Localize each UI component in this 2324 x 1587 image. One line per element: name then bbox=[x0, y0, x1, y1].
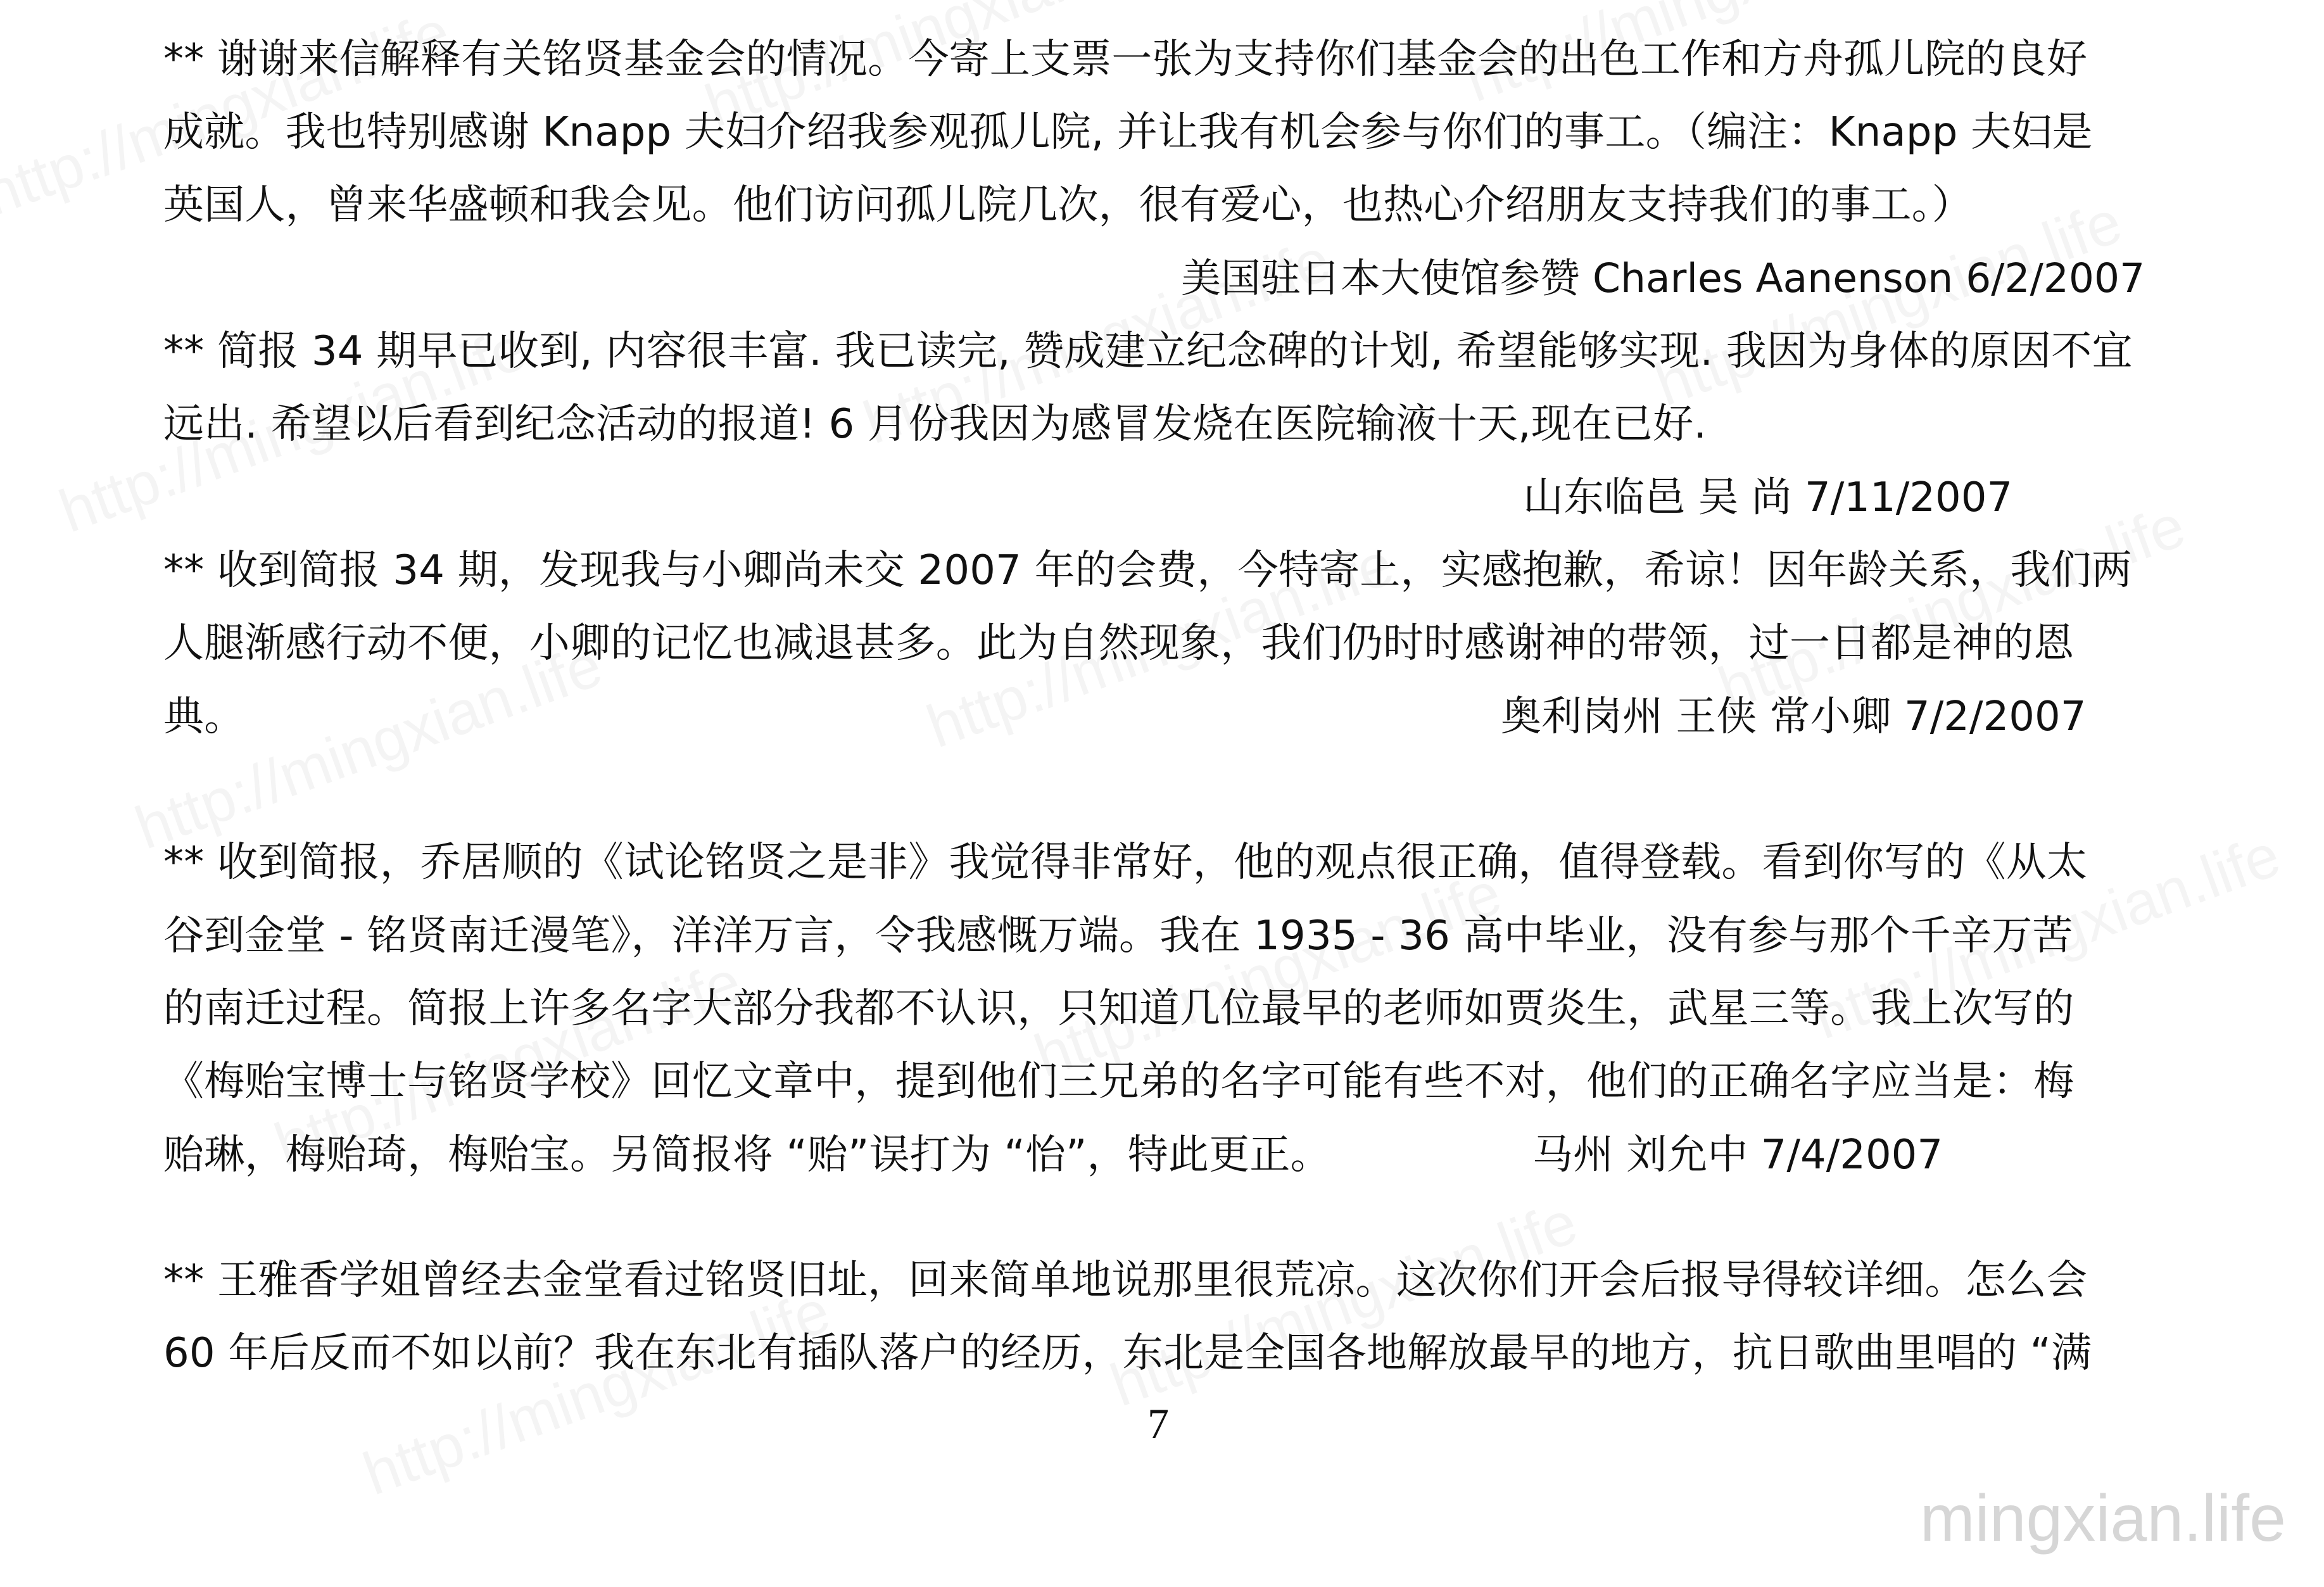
letter-4-line-4: 《梅贻宝博士与铭贤学校》回忆文章中，提到他们三兄弟的名字可能有些不对，他们的正确名字应当是：梅 bbox=[163, 1058, 2075, 1105]
letter-4-line-5: 贻琳，梅贻琦，梅贻宝。另简报将 “贻”误打为 “怡”，特此更正。 bbox=[163, 1132, 1331, 1179]
letter-2-line-2: 远出. 希望以后看到纪念活动的报道! 6 月份我因为感冒发烧在医院输液十天,现在已好. bbox=[163, 401, 1707, 448]
letter-2-line-1: ** 简报 34 期早已收到, 内容很丰富. 我已读完, 赞成建立纪念碑的计划, 希望能够实现. 我因为身体的原因不宜 bbox=[163, 328, 2133, 375]
letter-4-line-2: 谷到金堂 - 铭贤南迁漫笔》，洋洋万言，令我感慨万端。我在 1935 - 36 高中毕业，没有参与那个千辛万苦 bbox=[163, 913, 2073, 959]
letter-3-line-1: ** 收到简报 34 期，发现我与小卿尚未交 2007 年的会费，今特寄上，实感抱歉，希谅！因年龄关系，我们两 bbox=[163, 547, 2133, 594]
letter-3-line-3: 典。 bbox=[163, 693, 245, 740]
letter-1-line-1: ** 谢谢来信解释有关铭贤基金会的情况。今寄上支票一张为支持你们基金会的出色工作和方舟孤儿院的良好 bbox=[163, 36, 2088, 83]
letter-4-line-3: 的南迁过程。简报上许多名字大部分我都不认识，只知道几位最早的老师如贾炎生，武星三等。我上次写的 bbox=[163, 985, 2075, 1032]
watermark-text bbox=[355, 1276, 839, 1509]
letter-2-signature: 山东临邑 吴 尚 7/11/2007 bbox=[1523, 474, 2013, 521]
letter-4-signature: 马州 刘允中 7/4/2007 bbox=[1532, 1132, 1943, 1179]
letter-3-signature: 奥利岗州 王侠 常小卿 7/2/2007 bbox=[1501, 693, 2087, 740]
letter-5-line-2: 60 年后反而不如以前？我在东北有插队落户的经历，东北是全国各地解放最早的地方，抗日歌曲里唱的 “满 bbox=[163, 1330, 2092, 1377]
watermark-corner: mingxian.life bbox=[1919, 1482, 2286, 1555]
letter-4-line-1: ** 收到简报，乔居顺的《试论铭贤之是非》我觉得非常好，他的观点很正确，值得登载。看到你写的《从太 bbox=[163, 839, 2088, 886]
letter-5-line-1: ** 王雅香学姐曾经去金堂看过铭贤旧址，回来简单地说那里很荒凉。这次你们开会后报导得较详细。怎么会 bbox=[163, 1257, 2088, 1304]
letter-1-signature: 美国驻日本大使馆参赞 Charles Aanenson 6/2/2007 bbox=[1181, 255, 2145, 301]
letter-1-line-2: 成就。我也特别感谢 Knapp 夫妇介绍我参观孤儿院, 并让我有机会参与你们的事工。（编注：Knapp 夫妇是 bbox=[163, 109, 2093, 156]
letter-3-line-2: 人腿渐感行动不便，小卿的记忆也减退甚多。此为自然现象，我们仍时时感谢神的带领，过一日都是神的恩 bbox=[163, 620, 2075, 667]
page-number: 7 bbox=[1147, 1400, 1169, 1448]
letter-1-line-3: 英国人，曾来华盛顿和我会见。他们访问孤儿院几次，很有爱心，也热心介绍朋友支持我们的事工。） bbox=[163, 182, 1973, 229]
watermark-text bbox=[1710, 491, 2194, 724]
